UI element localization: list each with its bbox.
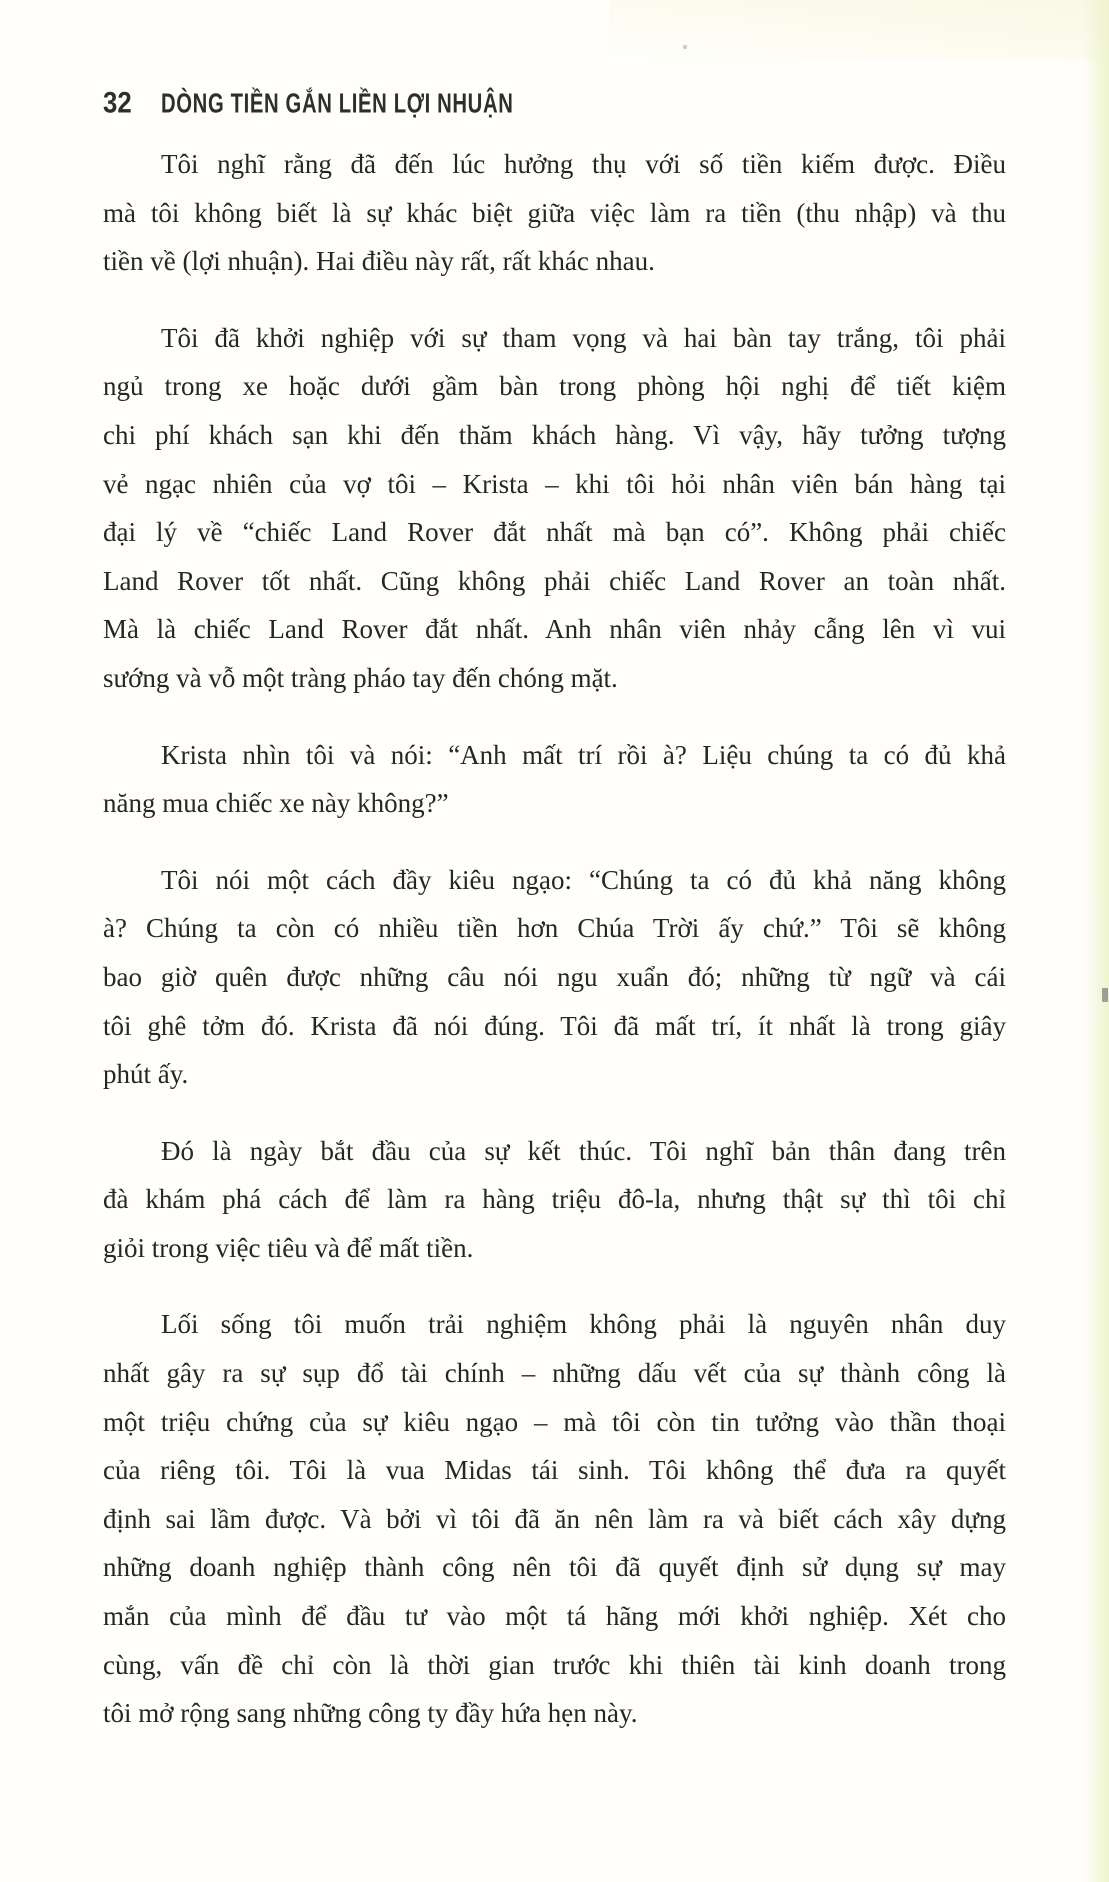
text-line: Tôi nói một cách đầy kiêu ngạo: “Chúng ta có đủ khả năng không	[161, 864, 1006, 895]
paragraph	[103, 1300, 1006, 1737]
text-line: sướng và vỗ một tràng pháo tay đến chóng mặt.	[103, 662, 618, 693]
text-line: tôi ghê tởm đó. Krista đã nói đúng. Tôi đã mất trí, ít nhất là trong giây	[103, 1010, 1006, 1041]
text-line: những doanh nghiệp thành công nên tôi đã quyết định sử dụng sự may	[103, 1552, 1006, 1583]
text-line: định sai lầm được. Và bởi vì tôi đã ăn nên làm ra và biết cách xây dựng	[103, 1503, 1006, 1534]
text-line: một triệu chứng của sự kiêu ngạo – mà tôi còn tin tưởng vào thần thoại	[103, 1406, 1006, 1437]
running-header-title: DÒNG TIỀN GẮN LIỀN LỢI NHUẬN	[161, 86, 514, 119]
text-line: Krista nhìn tôi và nói: “Anh mất trí rồi à? Liệu chúng ta có đủ khả	[161, 739, 1006, 770]
text-line: nhất gây ra sự sụp đổ tài chính – những dấu vết của sự thành công là	[103, 1358, 1006, 1389]
body-text	[103, 140, 1006, 1738]
text-line: tôi mở rộng sang những công ty đầy hứa hẹn này.	[103, 1698, 638, 1729]
page-edge-tint	[1083, 0, 1109, 1882]
text-line: Đó là ngày bắt đầu của sự kết thúc. Tôi nghĩ bản thân đang trên	[161, 1135, 1006, 1166]
text-line: giỏi trong việc tiêu và để mất tiền.	[103, 1232, 474, 1263]
text-line: Lối sống tôi muốn trải nghiệm không phải là nguyên nhân duy	[161, 1309, 1006, 1340]
text-line: mà tôi không biết là sự khác biệt giữa việc làm ra tiền (thu nhập) và thu	[103, 197, 1006, 228]
text-line: phút ấy.	[103, 1059, 189, 1090]
paragraph	[103, 856, 1006, 1099]
paragraph	[103, 731, 1006, 828]
running-header	[103, 88, 613, 120]
text-line: chi phí khách sạn khi đến thăm khách hàng. Vì vậy, hãy tưởng tượng	[103, 419, 1006, 450]
text-line: Mà là chiếc Land Rover đắt nhất. Anh nhân viên nhảy cẫng lên vì vui	[103, 614, 1006, 645]
paragraph	[103, 140, 1006, 286]
text-line: Tôi đã khởi nghiệp với sự tham vọng và hai bàn tay trắng, tôi phải	[161, 322, 1006, 353]
text-line: mắn của mình để đầu tư vào một tá hãng mới khởi nghiệp. Xét cho	[103, 1601, 1006, 1632]
text-line: cùng, vấn đề chỉ còn là thời gian trước khi thiên tài kinh doanh trong	[103, 1649, 1006, 1680]
page-number: 32	[103, 86, 132, 119]
text-line: vẻ ngạc nhiên của vợ tôi – Krista – khi tôi hỏi nhân viên bán hàng tại	[103, 468, 1006, 499]
paragraph	[103, 314, 1006, 703]
scan-speck	[683, 45, 687, 49]
text-line: đại lý về “chiếc Land Rover đắt nhất mà bạn có”. Không phải chiếc	[103, 517, 1006, 548]
scan-speck	[1102, 988, 1108, 1002]
paragraph	[103, 1127, 1006, 1273]
text-line: Tôi nghĩ rằng đã đến lúc hưởng thụ với số tiền kiếm được. Điều	[161, 149, 1006, 179]
text-line: của riêng tôi. Tôi là vua Midas tái sinh. Tôi không thể đưa ra quyết	[103, 1455, 1006, 1486]
page-corner-tint	[609, 0, 1109, 60]
text-line: bao giờ quên được những câu nói ngu xuẩn đó; những từ ngữ và cái	[103, 961, 1006, 992]
text-line: Land Rover tốt nhất. Cũng không phải chiếc Land Rover an toàn nhất.	[103, 565, 1006, 596]
text-line: à? Chúng ta còn có nhiều tiền hơn Chúa Trời ấy chứ.” Tôi sẽ không	[103, 913, 1006, 944]
text-line: tiền về (lợi nhuận). Hai điều này rất, rất khác nhau.	[103, 246, 655, 277]
text-line: ngủ trong xe hoặc dưới gầm bàn trong phòng hội nghị để tiết kiệm	[103, 371, 1006, 402]
text-line: đà khám phá cách để làm ra hàng triệu đô-la, nhưng thật sự thì tôi chỉ	[103, 1184, 1006, 1215]
text-line: năng mua chiếc xe này không?”	[103, 788, 449, 819]
